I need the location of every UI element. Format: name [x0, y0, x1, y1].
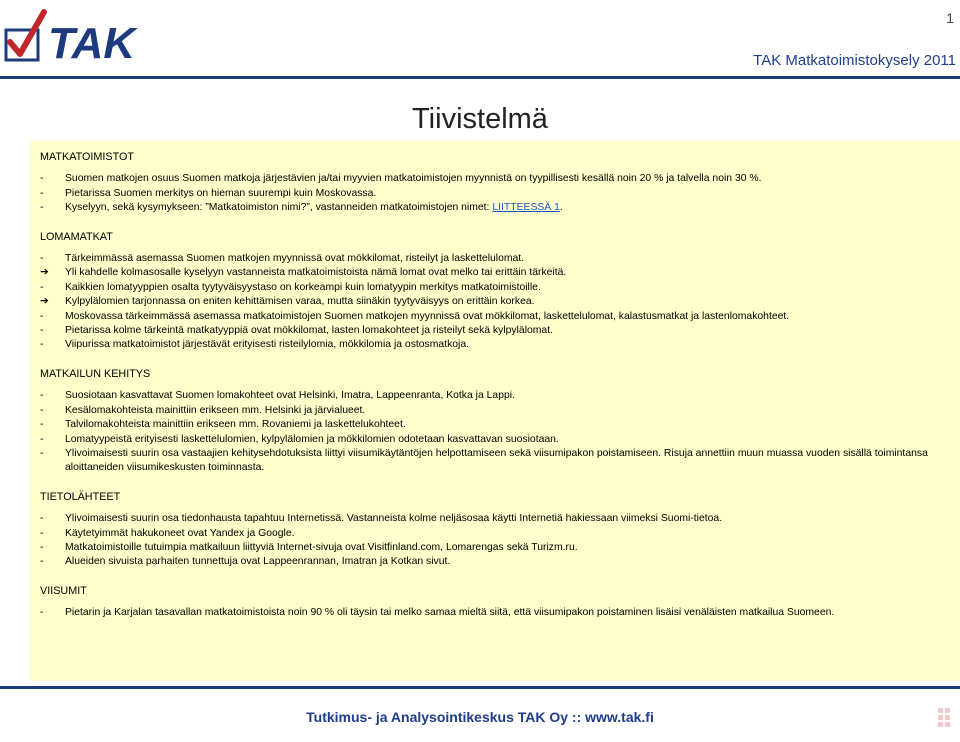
section-matkatoimistot — [40, 150, 955, 216]
dash-bullet: - — [40, 513, 44, 525]
item-text: Tärkeimmässä asemassa Suomen matkojen myynnissä ovat mökkilomat, risteilyt ja laskettelulomat. — [65, 253, 525, 265]
list-item — [40, 201, 955, 215]
list-item — [40, 172, 955, 186]
dash-bullet: - — [40, 390, 44, 402]
section-tietolahteet — [40, 490, 955, 570]
page-number: 1 — [946, 10, 954, 26]
list-item — [40, 527, 955, 541]
section-viisumit — [40, 584, 955, 621]
section-matkailun-kehitys — [40, 367, 955, 476]
item-text: Kesälomakohteista mainittiin erikseen mm. Helsinki ja järvialueet. — [65, 404, 366, 416]
list-item — [40, 324, 955, 338]
document-title: Tiivistelmä — [412, 103, 548, 135]
footer-divider — [0, 686, 960, 689]
decorative-dots-icon — [938, 706, 952, 734]
dash-bullet: - — [40, 404, 44, 416]
section-heading: TIETOLÄHTEET — [40, 490, 121, 503]
item-text: Pietarissa Suomen merkitys on hieman suurempi kuin Moskovassa. — [65, 187, 377, 199]
dash-bullet: - — [40, 556, 44, 568]
item-text: Moskovassa tärkeimmässä asemassa matkatoimistojen Suomen matkojen myynnissä ovat mökkilomat, laskettelulomat, kalastusmatkat ja lastenlomakohteet. — [65, 310, 790, 322]
section-heading: MATKATOIMISTOT — [40, 151, 134, 163]
item-text: Kylpylälomien tarjonnassa on eniten kehittämisen varaa, mutta siinäkin tyytyväisyys on erittäin korkea. — [65, 296, 535, 308]
item-text-suffix: . — [559, 202, 563, 214]
list-item — [40, 555, 955, 569]
dash-bullet: - — [40, 281, 44, 293]
item-text: Pietarin ja Karjalan tasavallan matkatoimistoista noin 90 % oli täysin tai melko samaa mieltä siitä, että viisumipakon poistaminen lisäisi venäläisten matkailua Suomeen. — [65, 607, 835, 619]
section-heading: MATKAILUN KEHITYS — [40, 367, 151, 380]
section-heading: VIISUMIT — [40, 584, 87, 597]
item-text: Ylivoimaisesti suurin osa vastaajien kehitysehdotuksista liittyi viisumikäytäntöjen helpottamiseen sekä viisumipakon poistamiseen. Risuja annettiin muun muassa vuoden sisällä toimintansa aloittaneiden viisumikeskusten toiminnasta. — [65, 447, 928, 474]
arrow-item — [40, 266, 955, 280]
item-text: Matkatoimistoille tutuimpia matkailuun liittyviä Internet-sivuja ovat Visitfinland.com, Lomarengas sekä Turizm.ru. — [65, 541, 578, 553]
list-item — [40, 512, 955, 526]
list-item — [40, 433, 955, 447]
item-text: Lomatyypeistä erityisesti laskettelulomien, kylpylälomien ja mökkilomien odotetaan kasvattavan suosiotaan. — [65, 433, 559, 445]
dash-bullet: - — [40, 173, 44, 185]
dash-bullet: - — [40, 310, 44, 322]
tak-logo — [4, 6, 144, 68]
list-item — [40, 389, 955, 403]
list-item — [40, 310, 955, 324]
dash-bullet: - — [40, 325, 44, 337]
list-item — [40, 541, 955, 555]
item-text: Kaikkien lomatyyppien osalta tyytyväisyystaso on korkeampi kuin lomatyypin merkitys matkatoimistoille. — [65, 281, 541, 293]
item-text: Yli kahdelle kolmasosalle kyselyyn vastanneista matkatoimistoista nämä lomat ovat melko tai erittäin tärkeitä. — [65, 267, 567, 279]
item-text: Suomen matkojen osuus Suomen matkoja järjestävien ja/tai myyvien matkatoimistojen myynnistä on tyypillisesti kesällä noin 20 % ja talvella noin 30 %. — [65, 173, 762, 185]
item-text: Ylivoimaisesti suurin osa tiedonhausta tapahtuu Internetissä. Vastanneista kolme neljäsosaa käytti Internetiä hakiessaan viimeksi Suomi-tietoa. — [65, 513, 723, 525]
footer-text: Tutkimus- ja Analysointikeskus TAK Oy :: www.tak.fi — [306, 709, 654, 725]
list-item — [40, 404, 955, 418]
dash-bullet: - — [40, 339, 44, 351]
item-text: Viipurissa matkatoimistot järjestävät erityisesti risteilylomia, mökkilomia ja ostosmatkoja. — [65, 339, 470, 351]
list-item — [40, 338, 955, 352]
dash-bullet: - — [40, 202, 44, 214]
dash-bullet: - — [40, 527, 44, 539]
list-item — [40, 281, 955, 295]
dash-bullet: - — [40, 187, 44, 199]
list-item — [40, 187, 955, 201]
dash-bullet: - — [40, 253, 44, 265]
arrow-icon: ➔ — [40, 267, 49, 279]
list-item — [40, 252, 955, 266]
dash-bullet: - — [40, 607, 44, 619]
list-item — [40, 447, 955, 476]
logo-text: TAK — [48, 19, 136, 68]
item-text — [65, 201, 563, 215]
list-item — [40, 606, 955, 620]
dash-bullet: - — [40, 541, 44, 553]
item-text: Alueiden sivuista parhaiten tunnettuja ovat Lappeenrannan, Imatran ja Kotkan sivut. — [65, 556, 451, 568]
item-text: Käytetyimmät hakukoneet ovat Yandex ja Google. — [65, 527, 295, 539]
item-text: Talvilomakohteista mainittiin erikseen mm. Rovaniemi ja laskettelukohteet. — [65, 419, 406, 431]
section-heading: LOMAMATKAT — [40, 230, 113, 243]
section-lomamatkat — [40, 230, 955, 353]
item-text: Suosiotaan kasvattavat Suomen lomakohteet ovat Helsinki, Imatra, Lappeenranta, Kotka ja Lappi. — [65, 390, 515, 402]
dash-bullet: - — [40, 433, 44, 445]
item-text-prefix: Kyselyyn, sekä kysymykseen: ”Matkatoimiston nimi?”, vastanneiden matkatoimistojen nimet: — [65, 202, 493, 214]
arrow-item — [40, 295, 955, 309]
dash-bullet: - — [40, 447, 44, 459]
summary-content — [40, 150, 955, 635]
dash-bullet: - — [40, 419, 44, 431]
appendix-link[interactable]: LIITTEESSÄ 1 — [492, 202, 560, 214]
header-title: TAK Matkatoimistokysely 2011 — [753, 52, 956, 69]
list-item — [40, 418, 955, 432]
item-text: Pietarissa kolme tärkeintä matkatyyppiä ovat mökkilomat, lasten lomakohteet ja risteilyt sekä kylpylälomat. — [65, 325, 553, 337]
arrow-icon: ➔ — [40, 296, 49, 308]
header-divider — [0, 76, 960, 79]
